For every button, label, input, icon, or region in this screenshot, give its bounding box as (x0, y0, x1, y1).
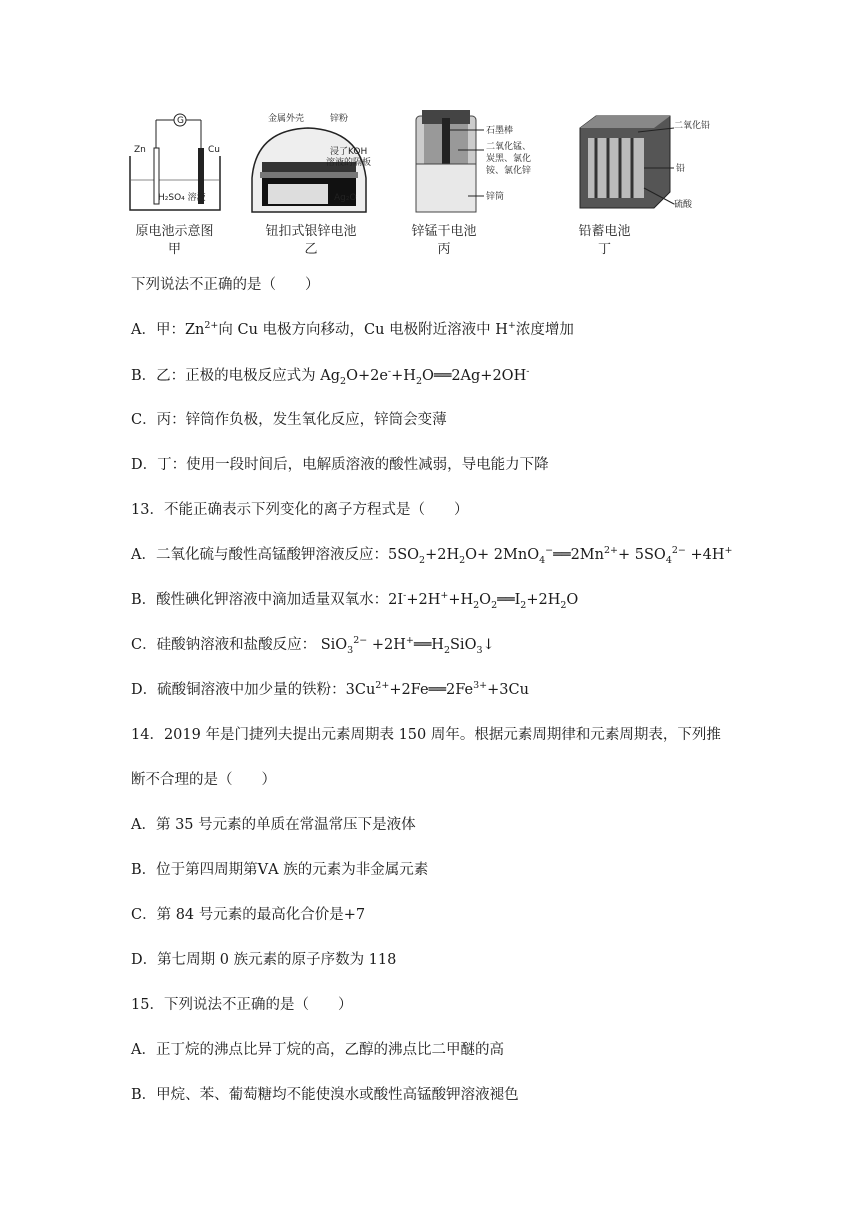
figure-letter: 甲 (167, 242, 181, 257)
galvanometer-label: G (177, 116, 184, 126)
cu-label: Cu (208, 145, 220, 155)
figure-letter: 丙 (437, 242, 451, 257)
figure-dry-cell (408, 108, 548, 258)
figure-button-battery (246, 108, 376, 258)
button-battery-diagram (246, 108, 376, 220)
zinc-powder-label: 锌粉 (330, 114, 349, 124)
paste-label-2: 炭黑、氯化 (486, 154, 532, 164)
h2so4-label: H₂SO₄ 溶液 (158, 193, 206, 203)
q14-option-c: C．第 84 号元素的最高化合价是+7 (131, 907, 366, 923)
sulfuric-acid-label: 硫酸 (674, 200, 693, 210)
separator-label-1: 浸了KOH (330, 147, 368, 157)
q15-option-a: A．正丁烷的沸点比异丁烷的高，乙醇的沸点比二甲醚的高 (131, 1042, 504, 1058)
zinc-can-label: 锌筒 (486, 192, 505, 202)
galvanic-cell-diagram (122, 108, 227, 220)
q14-stem-line1: 14．2019 年是门捷列夫提出元素周期表 150 周年。根据元素周期律和元素周期表，下列推 (131, 727, 721, 743)
pbo2-label: 二氧化铅 (674, 121, 711, 131)
q12-option-b: B．乙：正极的电极反应式为 $Ag_2O+2e^-+H_2O══2Ag+2OH^-$ (131, 366, 530, 387)
figure-caption: 锌锰干电池 (411, 224, 477, 239)
q12-stem: 下列说法不正确的是（ ） (131, 277, 320, 293)
q13-option-d: D．硫酸铜溶液中加少量的铁粉：$3Cu^{2+}+2Fe══2Fe^{3+}+3Cu$ (131, 680, 529, 698)
figure-letter: 乙 (304, 242, 318, 257)
q14-option-b: B．位于第四周期第ⅤA 族的元素为非金属元素 (131, 862, 429, 878)
dry-cell-diagram (408, 108, 548, 220)
paste-label-3: 铵、氯化锌 (486, 166, 532, 176)
graphite-rod-label: 石墨棒 (486, 126, 514, 136)
ag2o-label: Ag₂O (334, 193, 357, 203)
lead-label: 铅 (676, 164, 686, 174)
q15-stem: 15．下列说法不正确的是（ ） (131, 997, 353, 1013)
zn-label: Zn (134, 145, 146, 155)
figure-lead-acid-battery (574, 108, 711, 258)
q14-option-d: D．第七周期 0 族元素的原子序数为 118 (131, 952, 397, 968)
battery-figures (118, 108, 711, 258)
paste-label-1: 二氧化锰、 (486, 142, 532, 152)
figure-caption: 原电池示意图 (135, 224, 214, 239)
figure-caption: 钮扣式银锌电池 (265, 224, 357, 239)
figure-letter: 丁 (597, 242, 611, 257)
separator-label-2: 溶液的隔板 (326, 158, 372, 168)
q14-option-a: A．第 35 号元素的单质在常温常压下是液体 (131, 817, 416, 833)
q15-option-b: B．甲烷、苯、葡萄糖均不能使溴水或酸性高锰酸钾溶液褪色 (131, 1087, 519, 1103)
figure-galvanic-cell (122, 108, 227, 258)
q12-option-a: A．甲：$Zn^{2+}$向 Cu 电极方向移动，Cu 电极附近溶液中 H+浓度增加 (131, 320, 574, 338)
q12-option-c: C．丙：锌筒作负极，发生氧化反应，锌筒会变薄 (131, 412, 447, 428)
lead-acid-diagram (574, 108, 711, 220)
q13-option-a: A．二氧化硫与酸性高锰酸钾溶液反应：$5SO_2+2H_2O+$ $2MnO_4^-══2Mn^{2+}+ 5SO_4^{2-} +4H^+$ (131, 545, 733, 566)
metal-shell-label: 金属外壳 (268, 114, 305, 124)
q13-stem: 13．不能正确表示下列变化的离子方程式是（ ） (131, 502, 469, 518)
q12-option-d: D．丁：使用一段时间后，电解质溶液的酸性减弱，导电能力下降 (131, 457, 549, 473)
q13-option-c: C．硅酸钠溶液和盐酸反应： $SiO_3^{2-} +2H^+══H_2SiO_3↓$ (131, 635, 495, 656)
q13-option-b: B．酸性碘化钾溶液中滴加适量双氧水：$2I^-+2H^++H_2O_2══I_2+2H_2O$ (131, 590, 579, 611)
q14-stem-line2: 断不合理的是（ ） (131, 772, 276, 788)
figure-caption: 铅蓄电池 (578, 224, 631, 239)
